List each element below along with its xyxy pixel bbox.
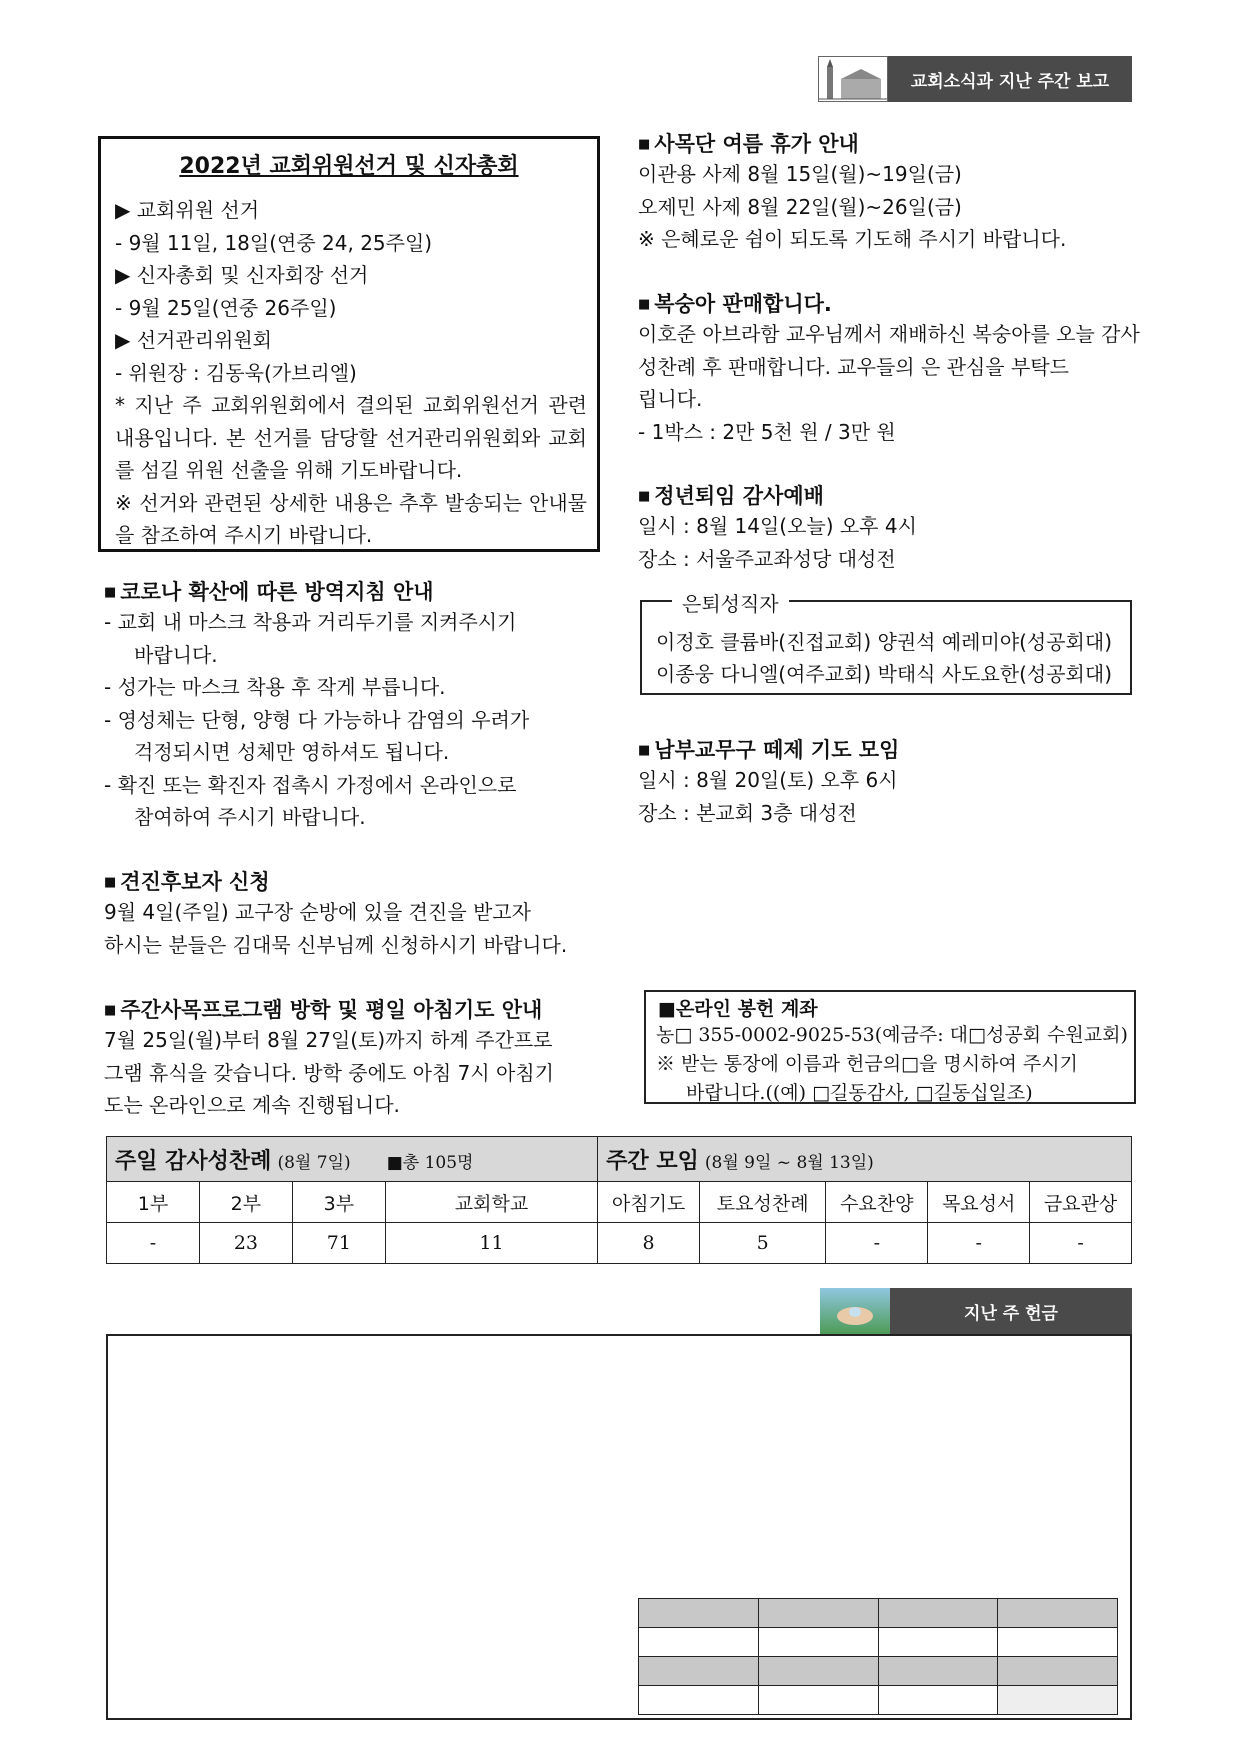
vacation-section — [638, 128, 1066, 256]
election-line: ▶ 신자총회 및 신자회장 선거 — [115, 263, 369, 287]
attendance-label: 2부 — [199, 1182, 292, 1223]
attendance-value: - — [928, 1223, 1030, 1264]
bullet-icon: ■ — [638, 297, 651, 312]
retired-clergy-legend: 은퇴성직자 — [672, 588, 789, 617]
vacation-line: ※ 은혜로운 쉼이 되도록 기도해 주시기 바랍니다. — [638, 227, 1067, 251]
election-title: 2022년 교회위원선거 및 신자총회 — [179, 154, 519, 179]
weekday-program-section — [104, 994, 554, 1122]
attendance-label: 수요찬양 — [826, 1182, 928, 1223]
mini-table-row — [639, 1686, 1118, 1715]
bullet-icon: ■ — [104, 585, 117, 600]
sunday-service-date: (8월 7일) — [277, 1152, 351, 1173]
taize-prayer-line: 일시 : 8월 20일(토) 오후 6시 — [638, 768, 898, 792]
confirmation-section — [104, 866, 567, 961]
corona-line: 걱정되시면 성체만 영하셔도 됩니다. — [134, 740, 450, 764]
peach-line: 성찬례 후 판매합니다. 교우들의 은 관심을 부탁드 — [638, 354, 1069, 379]
bullet-icon: ■ — [104, 1003, 117, 1018]
attendance-value: 11 — [385, 1223, 597, 1264]
election-line: - 9월 25일(연중 26주일) — [115, 295, 337, 320]
election-note: * 지난 주 교회위원회에서 결의된 교회위원선거 관련 내용입니다. 본 선거를 담당할 선거관리위원회와 교회를 섬길 위원 선출을 위해 기도바랍니다. — [115, 393, 587, 482]
weekly-meeting-date: (8월 9일 ~ 8월 13일) — [704, 1152, 874, 1173]
corona-line: 바랍니다. — [134, 642, 218, 667]
online-offering-box — [644, 990, 1136, 1104]
bullet-icon: ■ — [638, 743, 651, 758]
attendance-label: 교회학교 — [385, 1182, 597, 1223]
mini-table-row — [639, 1657, 1118, 1686]
offering-header-tag — [820, 1288, 1132, 1334]
election-line: ▶ 선거관리위원회 — [115, 328, 272, 352]
attendance-value: 71 — [292, 1223, 385, 1264]
attendance-label: 1부 — [107, 1182, 200, 1223]
retired-clergy-row: 이정호 클륨바(진접교회) 양권석 예레미야(성공회대) — [656, 630, 1113, 654]
mini-table-row — [639, 1599, 1118, 1628]
peach-line: 이호준 아브라함 교우님께서 재배하신 복숭아를 오늘 감사 — [638, 322, 1140, 346]
corona-line: - 교회 내 마스크 착용과 거리두기를 지켜주시기 — [104, 610, 517, 634]
attendance-value: 8 — [598, 1223, 700, 1264]
attendance-label: 아침기도 — [598, 1182, 700, 1223]
attendance-value: - — [1030, 1223, 1132, 1264]
vacation-title: 사목단 여름 휴가 안내 — [654, 132, 859, 156]
attendance-value: - — [826, 1223, 928, 1264]
corona-line: - 성가는 마스크 착용 후 작게 부릅니다. — [104, 675, 446, 699]
corona-title: 코로나 확산에 따른 방역지침 안내 — [120, 580, 434, 604]
attendance-header-row — [107, 1137, 1132, 1182]
vacation-line: 이관용 사제 8월 15일(월)~19일(금) — [638, 162, 962, 186]
mini-table-row — [639, 1628, 1118, 1657]
vacation-line: 오제민 사제 8월 22일(월)~26일(금) — [638, 194, 962, 219]
online-offering-line: 바랍니다.((예) □길동감사, □길동십일조) — [686, 1082, 1033, 1104]
retired-clergy-box — [640, 592, 1132, 695]
attendance-value: - — [107, 1223, 200, 1264]
section-header-tag — [818, 56, 1132, 102]
peach-line: - 1박스 : 2만 5천 원 / 3만 원 — [638, 419, 896, 444]
corona-line: - 확진 또는 확진자 접촉시 가정에서 온라인으로 — [104, 772, 517, 797]
bullet-icon: ■ — [638, 137, 651, 152]
weekday-program-line: 도는 온라인으로 계속 진행됩니다. — [104, 1093, 400, 1117]
hands-image — [820, 1288, 890, 1334]
election-line: - 9월 11일, 18일(연중 24, 25주일) — [115, 230, 433, 255]
attendance-value: 23 — [199, 1223, 292, 1264]
election-notice-box — [98, 136, 600, 552]
attendance-label: 금요관상 — [1030, 1182, 1132, 1223]
attendance-label: 토요성찬례 — [700, 1182, 826, 1223]
election-line: - 위원장 : 김동욱(가브리엘) — [115, 360, 357, 385]
attendance-labels-row — [107, 1182, 1132, 1223]
retirement-line: 장소 : 서울주교좌성당 대성전 — [638, 546, 896, 571]
weekday-program-line: 7월 25일(월)부터 8월 27일(토)까지 하계 주간프로 — [104, 1028, 553, 1052]
retirement-section — [638, 480, 917, 575]
confirmation-title: 견진후보자 신청 — [120, 870, 270, 894]
weekday-program-title: 주간사목프로그램 방학 및 평일 아침기도 안내 — [120, 998, 543, 1022]
attendance-label: 목요성서 — [928, 1182, 1030, 1223]
weekly-meeting-title: 주간 모임 — [606, 1148, 699, 1174]
taize-prayer-line: 장소 : 본교회 3층 대성전 — [638, 800, 857, 825]
cathedral-image — [818, 56, 888, 102]
retirement-title: 정년퇴임 감사예배 — [654, 484, 824, 508]
corona-line: 참여하여 주시기 바랍니다. — [134, 805, 366, 829]
attendance-table — [106, 1136, 1132, 1264]
peach-section — [638, 288, 1138, 448]
online-offering-line: ※ 받는 통장에 이름과 헌금의□을 명시하여 주시기 — [656, 1053, 1078, 1075]
sunday-total: ■총 105명 — [386, 1152, 474, 1173]
attendance-label: 3부 — [292, 1182, 385, 1223]
offering-report-box — [106, 1334, 1132, 1720]
online-offering-line: 농□ 355-0002-9025-53(예금주: 대□성공회 수원교회) — [656, 1024, 1128, 1046]
attendance-values-row — [107, 1223, 1132, 1264]
bullet-icon: ■ — [638, 489, 651, 504]
corona-line: - 영성체는 단형, 양형 다 가능하나 감염의 우려가 — [104, 707, 530, 732]
retired-clergy-row: 이종웅 다니엘(여주교회) 박태식 사도요한(성공회대) — [656, 662, 1113, 686]
online-offering-title: ■온라인 봉헌 계좌 — [658, 998, 818, 1020]
peach-title: 복숭아 판매합니다. — [654, 292, 832, 316]
weekday-program-line: 그램 휴식을 갖습니다. 방학 중에도 아침 7시 아침기 — [104, 1060, 554, 1085]
offering-mini-table — [638, 1598, 1118, 1715]
offering-header-title: 지난 주 헌금 — [964, 1303, 1058, 1324]
election-line: ▶ 교회위원 선거 — [115, 198, 260, 222]
attendance-value: 5 — [700, 1223, 826, 1264]
sunday-service-title: 주일 감사성찬례 — [115, 1148, 272, 1174]
confirmation-line: 하시는 분들은 김대묵 신부님께 신청하시기 바랍니다. — [104, 932, 568, 957]
taize-prayer-section — [638, 734, 899, 829]
peach-line: 립니다. — [638, 387, 703, 411]
election-note: ※ 선거와 관련된 상세한 내용은 추후 발송되는 안내물을 참조하여 주시기 바랍니다. — [115, 490, 587, 547]
confirmation-line: 9월 4일(주일) 교구장 순방에 있을 견진을 받고자 — [104, 900, 531, 924]
taize-prayer-title: 남부교무구 떼제 기도 모임 — [654, 738, 900, 762]
retirement-line: 일시 : 8월 14일(오늘) 오후 4시 — [638, 514, 917, 538]
section-header-title: 교회소식과 지난 주간 보고 — [910, 71, 1110, 92]
corona-section — [104, 576, 529, 834]
bullet-icon: ■ — [104, 875, 117, 890]
